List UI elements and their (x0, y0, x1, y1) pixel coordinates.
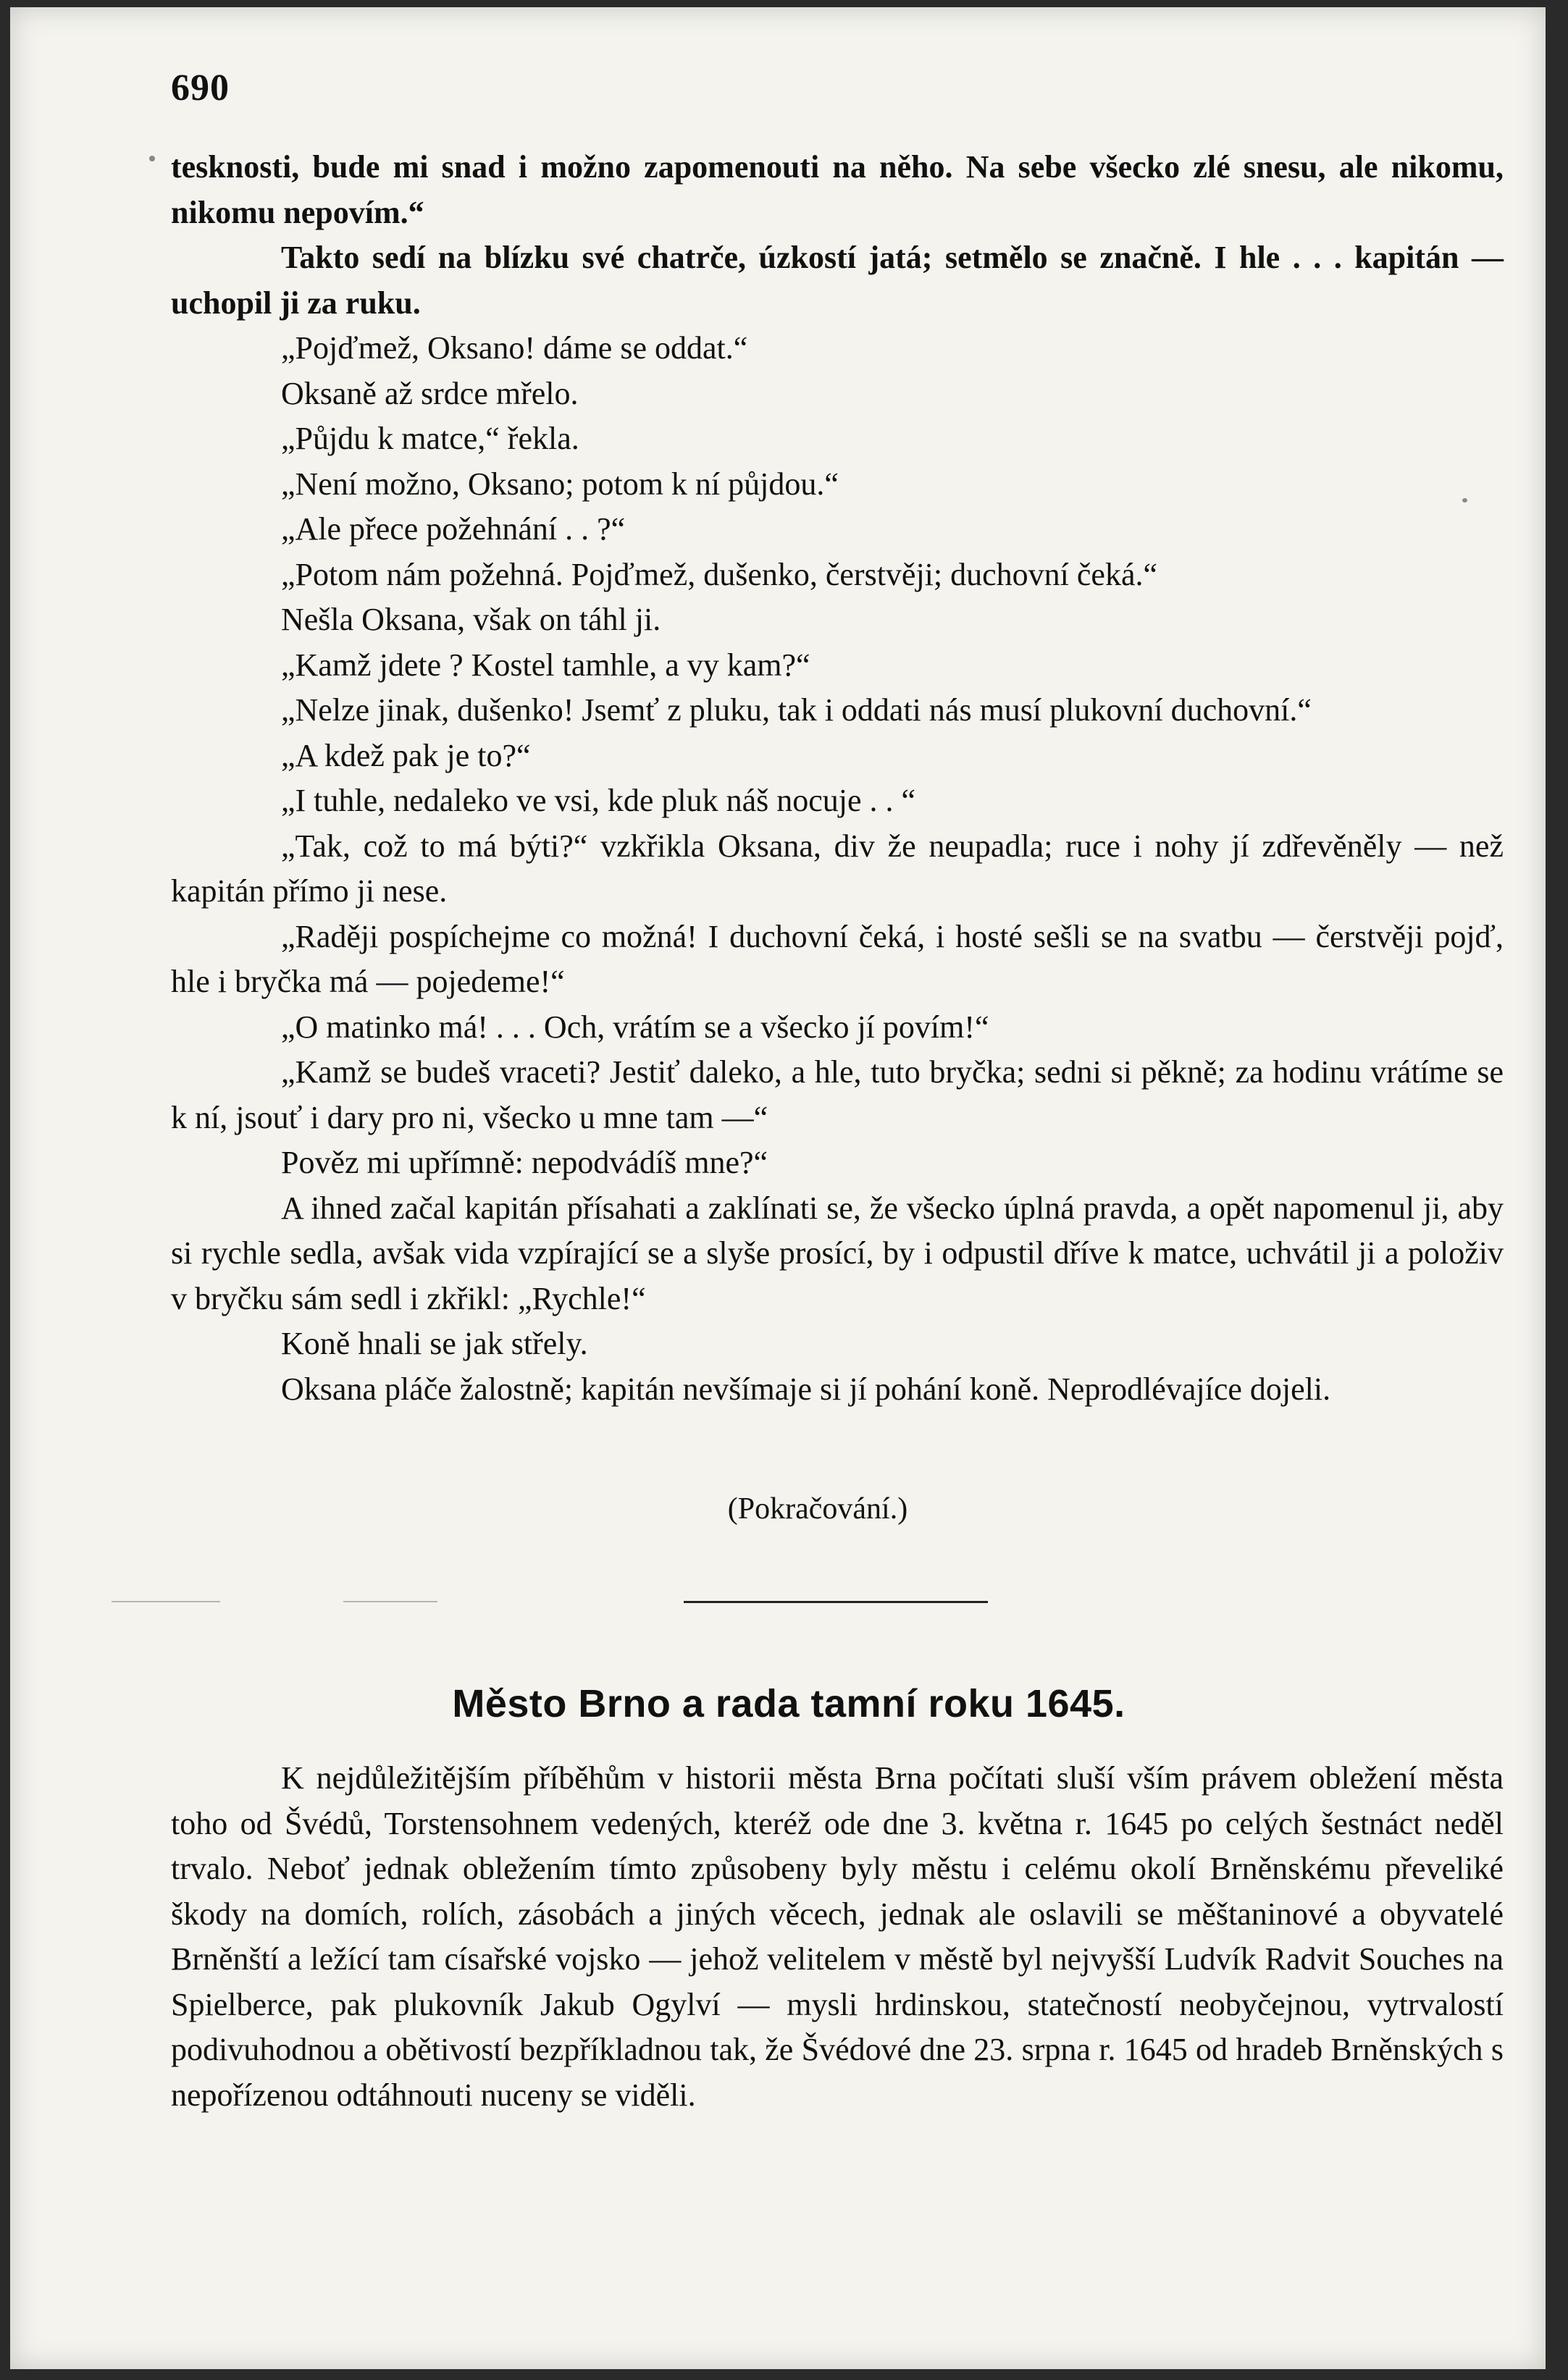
paragraph: A ihned začal kapitán přísahati a zaklínati se, že všecko úplná pravda, a opět napomenul ji, aby si rychle sedla, avšak vida vzpírající se a slyše prosící, by i odpustil dříve k matce, uchvátil ji a položiv v bryčku sám sedl i zkřikl: „Rychle!“ (171, 1190, 1504, 1316)
paragraph: „Kamž jdete ? Kostel tamhle, a vy kam?“ (281, 647, 810, 683)
divider-faint (343, 1601, 437, 1602)
paragraph: K nejdůležitějším příběhům v historii města Brna počítati sluší vším právem obležení města toho od Švédů, Torstensohnem vedených, kteréž ode dne 3. května r. 1645 po celých šestnáct neděl trvalo. Neboť jednak obležením tímto způsobeny byly městu i celému okolí Brněnskému převeliké škody na domích, rolích, zásobách a jiných věcech, jednak ale oslavili se měštaninové a obyvatelé Brněnští a ležící tam císařské vojsko — jehož velitelem v městě byl nejvyšší Ludvík Radvit Souches na Spielberce, pak plukovník Jakub Ogylví — mysli hrdinskou, statečností neobyčejnou, vytrvalostí podivuhodnou a obětivostí bezpříkladnou tak, že Švédové dne 23. srpna r. 1645 od hradeb Brněnských s nepořízenou odtáhnouti nuceny se viděli. (171, 1760, 1504, 2113)
paragraph: Nešla Oksana, však on táhl ji. (281, 602, 661, 637)
article-text (171, 1756, 1504, 2118)
book-page (10, 7, 1546, 2369)
page-number: 690 (171, 67, 230, 109)
story-text (171, 145, 1504, 1412)
paragraph: Oksaně až srdce mřelo. (281, 375, 579, 411)
paragraph: „A kdež pak je to?“ (281, 737, 531, 773)
paragraph: Koně hnali se jak střely. (281, 1326, 588, 1361)
paragraph: „Potom nám požehná. Pojďmež, dušenko, čerstvěji; duchovní čeká.“ (281, 556, 1157, 592)
ink-speck (149, 156, 155, 161)
paragraph: „Kamž se budeš vraceti? Jestiť daleko, a hle, tuto bryčka; sedni si pěkně; za hodinu vrátíme se k ní, jsouť i dary pro ni, všecko u mne tam —“ (171, 1054, 1504, 1135)
paragraph: „Tak, což to má býti?“ vzkřikla Oksana, div že neupadla; ruce i nohy jí zdřevěněly — než kapitán přímo ji nese. (171, 828, 1504, 909)
paragraph: Pověz mi upřímně: nepodvádíš mne?“ (281, 1145, 768, 1180)
paragraph: tesknosti, bude mi snad i možno zapomenouti na něho. Na sebe všecko zlé snesu, ale nikomu, nikomu nepovím.“ (171, 149, 1504, 230)
paragraph: „Půjdu k matce,“ řekla. (281, 421, 579, 456)
continued-label: (Pokračování.) (727, 1492, 908, 1526)
ink-speck (1462, 498, 1467, 503)
paragraph: „O matinko má! . . . Och, vrátím se a všecko jí povím!“ (281, 1009, 989, 1045)
paragraph: Takto sedí na blízku své chatrče, úzkostí jatá; setmělo se značně. I hle . . . kapitán — uchopil ji za ruku. (171, 240, 1504, 321)
section-divider (684, 1601, 988, 1603)
paragraph: Oksana pláče žalostně; kapitán nevšímaje si jí pohání koně. Neprodlévajíce dojeli. (281, 1371, 1331, 1407)
paragraph: „I tuhle, nedaleko ve vsi, kde pluk náš nocuje . . “ (281, 783, 916, 818)
paragraph: „Raději pospíchejme co možná! I duchovní čeká, i hosté sešli se na svatbu — čerstvěji pojď, hle i bryčka má — pojedeme!“ (171, 918, 1504, 999)
paragraph: „Pojďmež, Oksano! dáme se oddat.“ (281, 330, 748, 366)
section-title: Město Brno a rada tamní roku 1645. (452, 1682, 1125, 1725)
paragraph: „Ale přece požehnání . . ?“ (281, 511, 626, 547)
paragraph: „Není možno, Oksano; potom k ní půjdou.“ (281, 466, 839, 502)
divider-faint (112, 1601, 220, 1602)
paragraph: „Nelze jinak, dušenko! Jsemť z pluku, tak i oddati nás musí plukovní duchovní.“ (281, 692, 1312, 728)
